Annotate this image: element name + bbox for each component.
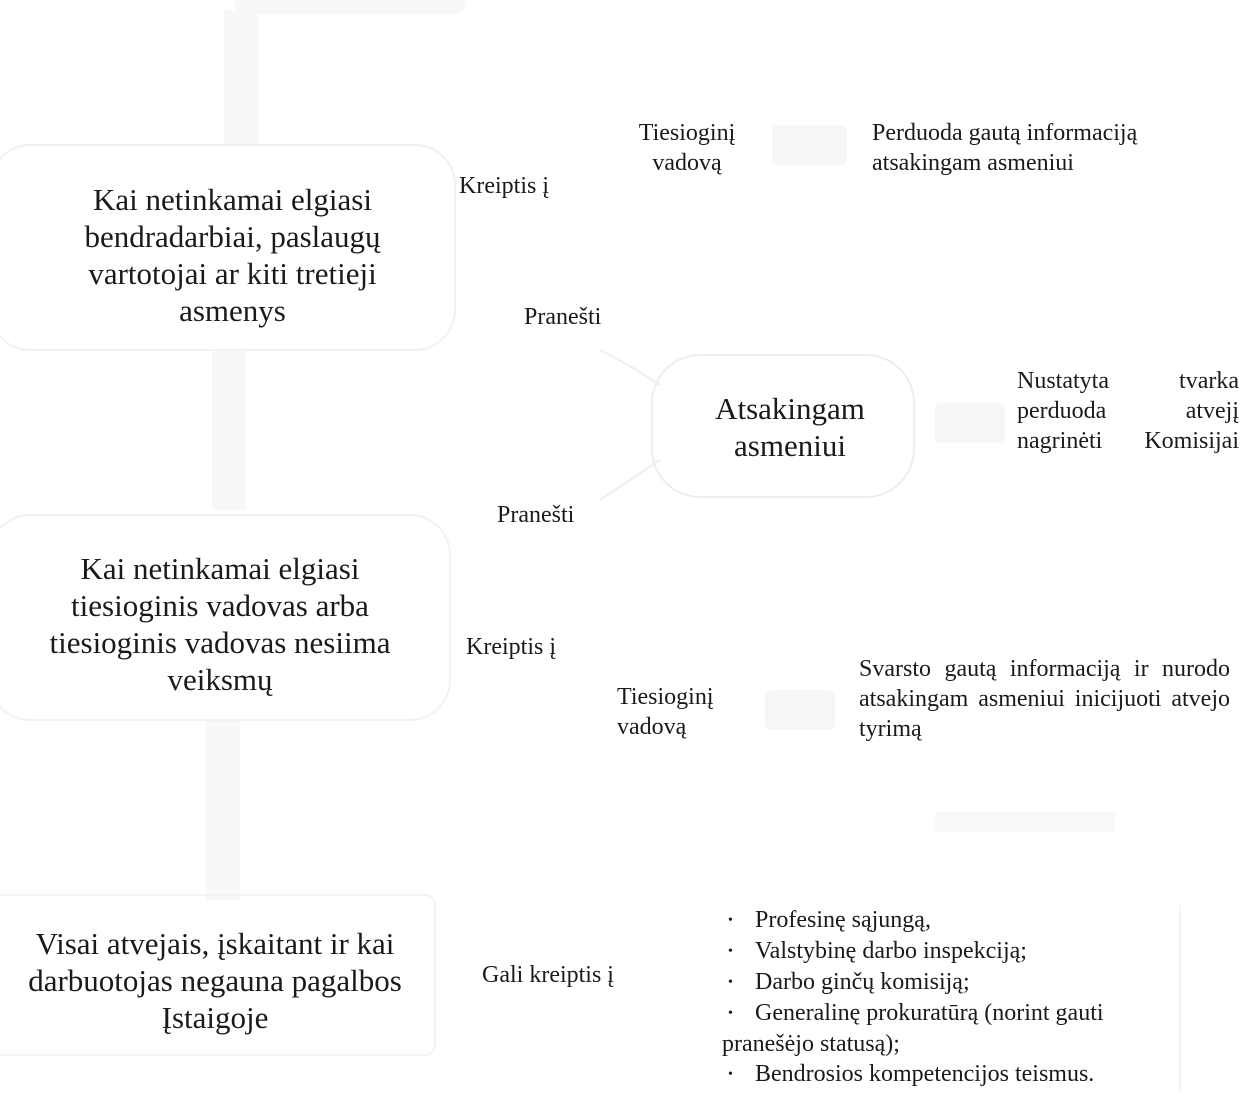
outcome-considers: Svarsto gautą informaciją ir nurodo atsakingam asmeniui inicijuoti atvejo tyrimą xyxy=(859,656,1230,742)
case-manager-text: Kai netinkamai elgiasi tiesioginis vadovas arba tiesioginis vadovas nesiima veiksmų xyxy=(49,551,391,697)
list-item: • Darbo ginčų komisiją; xyxy=(722,967,1152,998)
list-item: • Valstybinę darbo inspekciją; xyxy=(722,936,1152,967)
bullet-icon: • xyxy=(728,944,733,959)
vertical-connector xyxy=(206,720,240,900)
top-banner-shape xyxy=(235,0,465,14)
arrow-shape xyxy=(935,403,1005,443)
node-responsible-person: Atsakingam asmeniui xyxy=(715,391,865,463)
connector-line xyxy=(600,460,660,500)
label-report-top: Pranešti xyxy=(524,304,602,330)
vertical-connector xyxy=(224,10,258,145)
outcome-commission: Nustatyta tvarka perduoda atvejį nagrinėti Komisijai xyxy=(1017,368,1239,454)
bullet-icon: • xyxy=(728,975,733,990)
outcome-forwards-info: Perduoda gautą informaciją atsakingam asmeniui xyxy=(872,120,1138,176)
label-apply-to-bottom: Kreiptis į xyxy=(466,634,556,660)
case-coworkers-text: Kai netinkamai elgiasi bendradarbiai, paslaugų vartotojai ar kiti tretieji asmenys xyxy=(84,182,381,328)
bullet-icon: • xyxy=(728,913,733,928)
arrow-shape xyxy=(772,125,847,165)
vertical-connector xyxy=(212,350,246,510)
node-direct-manager-top: Tiesioginį vadovą xyxy=(638,120,736,176)
arrow-shape xyxy=(765,690,835,730)
connector-line xyxy=(600,350,660,385)
bullet-icon: • xyxy=(728,1006,733,1021)
list-item: • Profesinę sąjungą, xyxy=(722,905,1152,936)
label-apply-to-top: Kreiptis į xyxy=(459,173,549,199)
list-item: • Bendrosios kompetencijos teismus. xyxy=(722,1059,1152,1090)
list-item: • Generalinę prokuratūrą (norint gauti pranešėjo statusą); xyxy=(722,1000,1104,1057)
bullet-icon: • xyxy=(728,1067,733,1082)
label-may-apply-to: Gali kreiptis į xyxy=(482,962,614,988)
case-all-text: Visai atvejais, įskaitant ir kai darbuotojas negauna pagalbos Įstaigoje xyxy=(28,926,402,1035)
institutions-list xyxy=(722,905,1152,1090)
label-report-bottom: Pranešti xyxy=(497,502,575,528)
node-direct-manager-bottom: Tiesioginį vadovą xyxy=(617,684,714,740)
divider-shape xyxy=(935,812,1115,832)
